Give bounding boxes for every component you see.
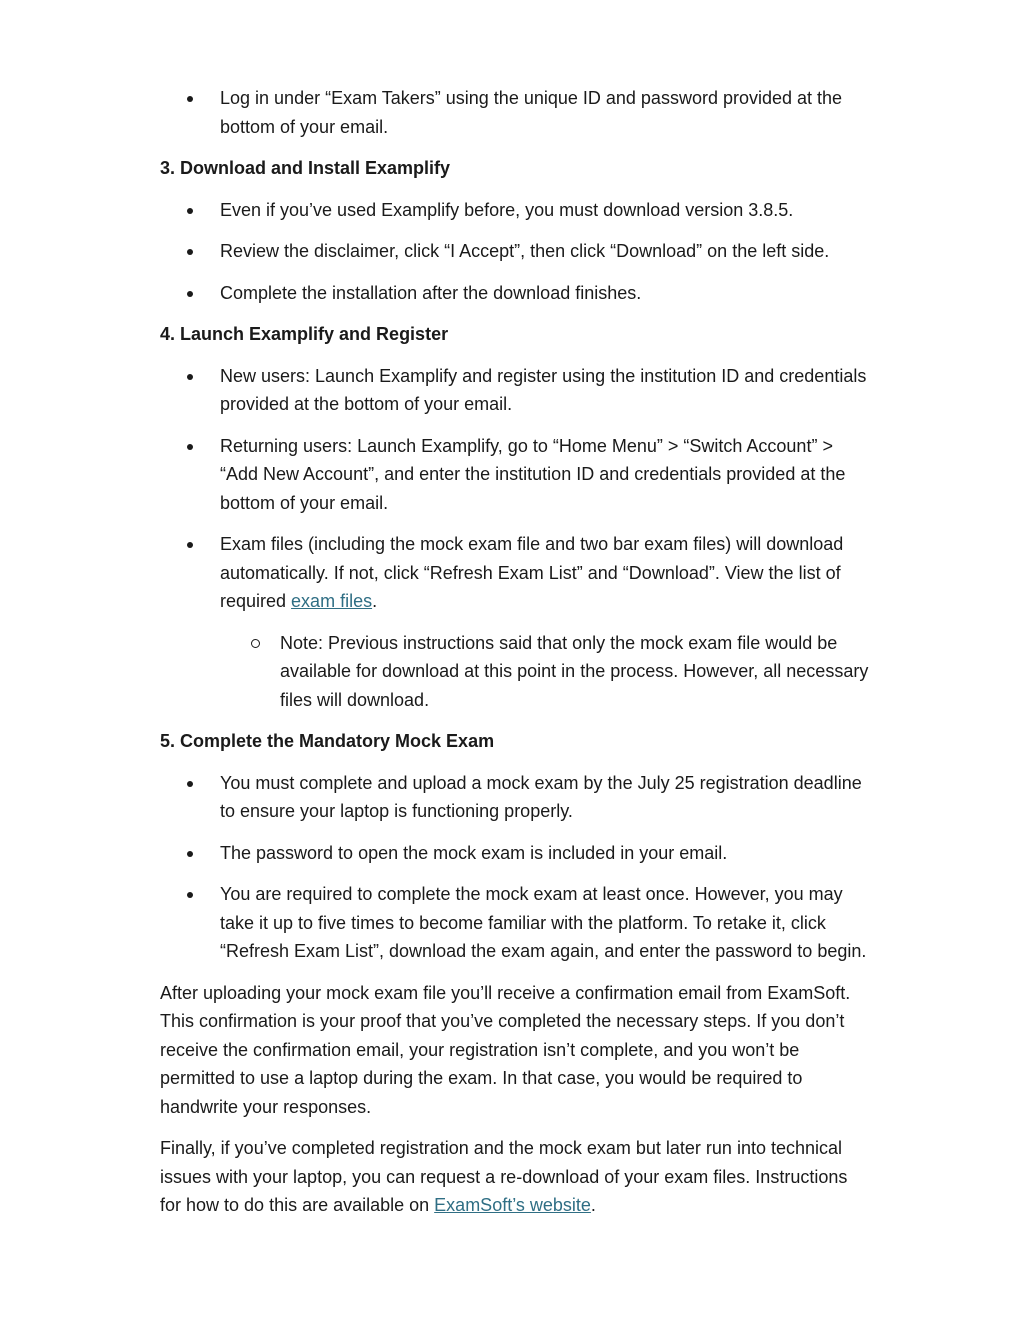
bullet-text: Review the disclaimer, click “I Accept”, then click “Download” on the left side. bbox=[220, 241, 830, 261]
bullet-icon bbox=[187, 374, 193, 380]
step2-list bbox=[160, 84, 870, 141]
bullet-icon bbox=[187, 444, 193, 450]
list-item bbox=[160, 196, 870, 225]
bullet-text: Returning users: Launch Examplify, go to “Home Menu” > “Switch Account” > “Add New Account”, and enter the institution ID and credentials provided at the bottom of your email. bbox=[220, 435, 846, 513]
list-item bbox=[160, 432, 870, 518]
exam-files-text: Exam files (including the mock exam file and two bar exam files) will download automatically. If not, click “Refresh Exam List” and “Download”. View the list of required bbox=[220, 534, 844, 611]
bullet-text: You must complete and upload a mock exam by the July 25 registration deadline to ensure your laptop is functioning properly. bbox=[220, 772, 862, 821]
note-text: Note: Previous instructions said that only the mock exam file would be available for download at this point in the process. However, all necessary files will download. bbox=[280, 632, 869, 710]
period: . bbox=[372, 591, 378, 611]
bullet-text bbox=[220, 534, 843, 611]
bullet-icon bbox=[187, 96, 193, 102]
bullet-icon bbox=[187, 781, 193, 787]
bullet-text: New users: Launch Examplify and register using the institution ID and credentials provided at the bottom of your email. bbox=[220, 365, 867, 414]
list-item bbox=[160, 530, 870, 714]
list-item bbox=[220, 629, 870, 715]
paragraph-text: Finally, if you’ve completed registration and the mock exam but later run into technical issues with your laptop, you can request a re-download of your exam files. Instructions for how to do this are available on bbox=[160, 1138, 848, 1215]
step3-list bbox=[160, 196, 870, 308]
step4-heading: 4. Launch Examplify and Register bbox=[160, 324, 449, 344]
note-list bbox=[220, 629, 870, 715]
technical-issues-paragraph bbox=[160, 1134, 870, 1220]
bullet-icon bbox=[187, 892, 193, 898]
confirmation-paragraph: After uploading your mock exam file you’ll receive a confirmation email from ExamSoft. This confirmation is your proof that you’ve completed the necessary steps. If you don’t receive the confirmation email, your registration isn’t complete, and you won’t be permitted to use a laptop during the exam. In that case, you would be required to handwrite your responses. bbox=[160, 982, 851, 1117]
bullet-icon bbox=[187, 291, 193, 297]
list-item bbox=[160, 880, 870, 966]
bullet-icon bbox=[187, 249, 193, 255]
list-item bbox=[160, 769, 870, 826]
period: . bbox=[590, 1195, 596, 1215]
list-item bbox=[160, 84, 870, 141]
list-item bbox=[160, 362, 870, 419]
step3-heading: 3. Download and Install Examplify bbox=[160, 158, 451, 178]
bullet-text: Complete the installation after the download finishes. bbox=[220, 282, 642, 303]
bullet-text: Log in under “Exam Takers” using the unique ID and password provided at the bottom of your email. bbox=[220, 88, 843, 137]
bullet-text: The password to open the mock exam is included in your email. bbox=[220, 842, 728, 863]
bullet-text: You are required to complete the mock exam at least once. However, you may take it up to five times to become familiar with the platform. To retake it, click “Refresh Exam List”, download the exam again, and enter the password to begin. bbox=[220, 884, 867, 961]
examsoft-website-link[interactable]: ExamSoft’s website bbox=[434, 1195, 591, 1215]
circle-bullet-icon bbox=[251, 639, 260, 648]
list-item bbox=[160, 237, 870, 266]
list-item bbox=[160, 839, 870, 868]
step5-list bbox=[160, 769, 870, 966]
step4-list bbox=[160, 362, 870, 715]
document-page bbox=[160, 84, 870, 1233]
list-item bbox=[160, 279, 870, 308]
bullet-icon bbox=[187, 542, 193, 548]
bullet-text: Even if you’ve used Examplify before, you must download version 3.8.5. bbox=[220, 199, 794, 220]
bullet-icon bbox=[187, 851, 193, 857]
exam-files-link[interactable]: exam files bbox=[291, 591, 373, 611]
bullet-icon bbox=[187, 208, 193, 214]
step5-heading: 5. Complete the Mandatory Mock Exam bbox=[160, 731, 495, 751]
